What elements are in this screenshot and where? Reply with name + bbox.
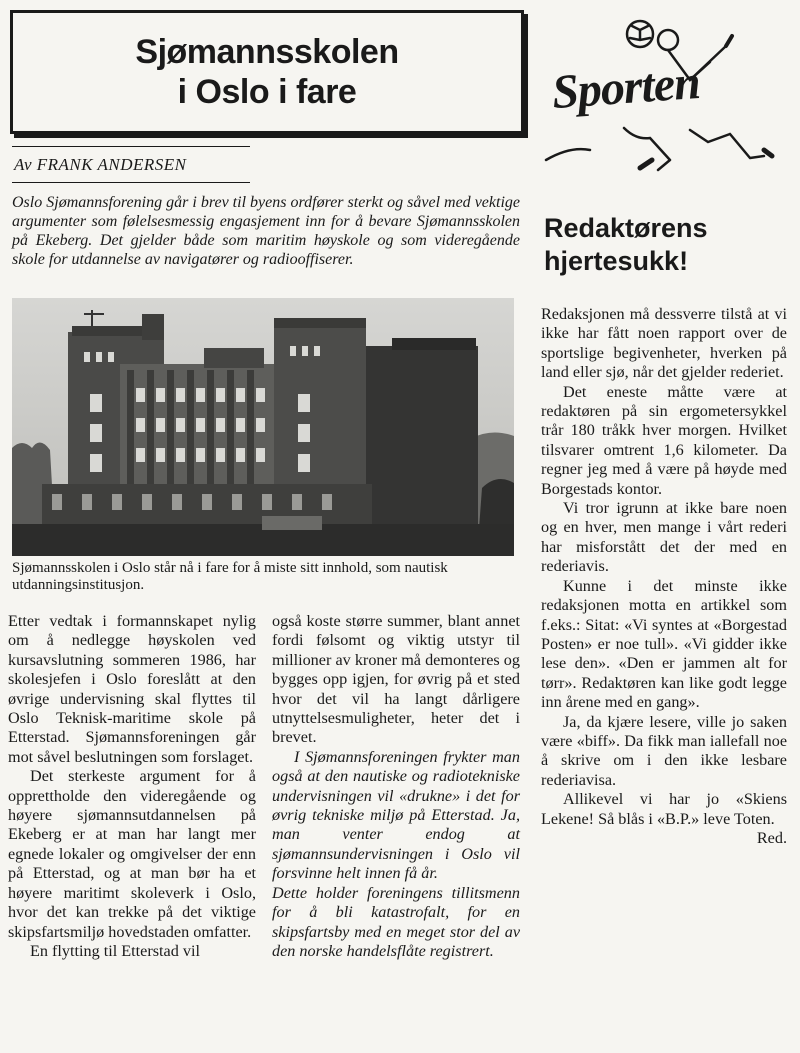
sidebar-paragraph: Redaksjonen må dessverre tilstå at vi ikke har fått noen rapport over de sportslige begivenheter, hverken på land eller sjø, når det gjelder rederiet. <box>541 305 787 382</box>
byline: Av FRANK ANDERSEN <box>14 155 187 174</box>
article-paragraph: Etter vedtak i formannskapet nylig om å nedlegge høyskolen ved kursavslutning sommeren 1986, har skolesjefen i Oslo foreslått at den øvrige undervisning skal flyttes til Oslo Teknisk-maritime skole på Etterstad. Sjømannsforeningen går mot såvel beslutningen som forslaget. <box>8 612 256 766</box>
sports-logo-word: Sporten <box>550 55 702 120</box>
building-illustration <box>12 298 514 556</box>
article-paragraph: En flytting til Etterstad vil <box>30 941 200 960</box>
sidebar-headline <box>544 212 708 278</box>
sidebar-paragraph: Vi tror igrunn at ikke bare noen og en hver, men mange i vårt rederi har misforstått det der med en rederiavis. <box>541 499 787 576</box>
article-paragraph-italic: I Sjømannsforeningen frykter man også at den nautiske og radiotekniske undervisningen vil «drukne» i det for øvrig tekniske miljø på Etterstad. Ja, man venter endog at sjømannsundervisningen i Oslo vil forsvinne helt innen få år. <box>272 747 520 883</box>
article-column-1 <box>8 612 256 961</box>
sidebar-signature: Red. <box>756 828 787 847</box>
sidebar-paragraph: Ja, da kjære lesere, ville jo saken være «biff». Da fikk man iallefall noe å skrive om i den ikke lesbare rederiavisa. <box>541 712 787 789</box>
article-intro: Oslo Sjømannsforening går i brev til byens ordfører sterkt og såvel med vektige argumenter som følelsesmessig engasjement inn for å bevare Sjømannsskolen på Ekeberg. Det gjelder både som maritim høyskole og som videregående skole for utdannelse av navigatører og radiooffiserer. <box>12 194 520 268</box>
headline-box <box>10 10 524 134</box>
school-building-photo <box>12 298 514 556</box>
article-paragraph: også koste større summer, blant annet fordi følsomt og viktig utstyr til millioner av kroner må demonteres og bygges opp igjen, for øvrig på et sted hvor det vil ha langt dårligere utnyttelsesmuligheter, heter det i brevet. <box>272 612 520 747</box>
headline-line-1: Sjømannsskolen <box>135 33 399 71</box>
article-paragraph: Det sterkeste argument for å opprettholde den videregående og høyere sjømannsutdannelsen på Ekeberg er at man har langt mer egnede lokaler og omgivelser der enn på Etterstad, og at man bør ha et høyere maritimt skoleverk i Oslo, hvor det kan trekke på det viktige skipsfartsmiljø hovedstaden omfatter. <box>8 767 256 941</box>
byline-rule-bottom <box>12 182 250 183</box>
photo-caption: Sjømannsskolen i Oslo står nå i fare for å miste sitt innhold, som nautisk utdanningsinstitusjon. <box>12 560 448 593</box>
sidebar-column <box>541 305 787 848</box>
sidebar-paragraph: Kunne i det minste ikke redaksjonen motta en artikkel som f.eks.: Sitat: «Vi syntes at «Borgestad Posten» er noe tull». «Vi gidder ikke lese den». «Den er jammen alt for tørr». Redaktøren kan like godt legge inn årene med en gang». <box>541 576 787 712</box>
sidebar-paragraph: Allikevel vi har jo «Skiens Lekene! Så blås i «B.P.» leve Toten. <box>541 790 787 828</box>
sidebar-headline-line-1: Redaktørens <box>544 213 708 243</box>
headline-line-2: i Oslo i fare <box>177 73 357 111</box>
article-paragraph-italic: Dette holder foreningens tillitsmenn for å bli katastrofalt, for en skipsfartsby med en meget stor del av den norske handelsflåte registrert. <box>272 883 520 960</box>
sidebar-paragraph: Det eneste måtte være at redaktøren på sin ergometersykkel trår 180 tråkk hver morgen. Hvilket tilsvarer omtrent 1,6 kilometer. Da regner jeg med å være på høyde med Borgestads kontor. <box>541 382 787 498</box>
byline-rule-top <box>12 146 250 147</box>
article-column-2 <box>272 612 520 961</box>
sidebar-headline-line-2: hjertesukk! <box>544 246 689 276</box>
